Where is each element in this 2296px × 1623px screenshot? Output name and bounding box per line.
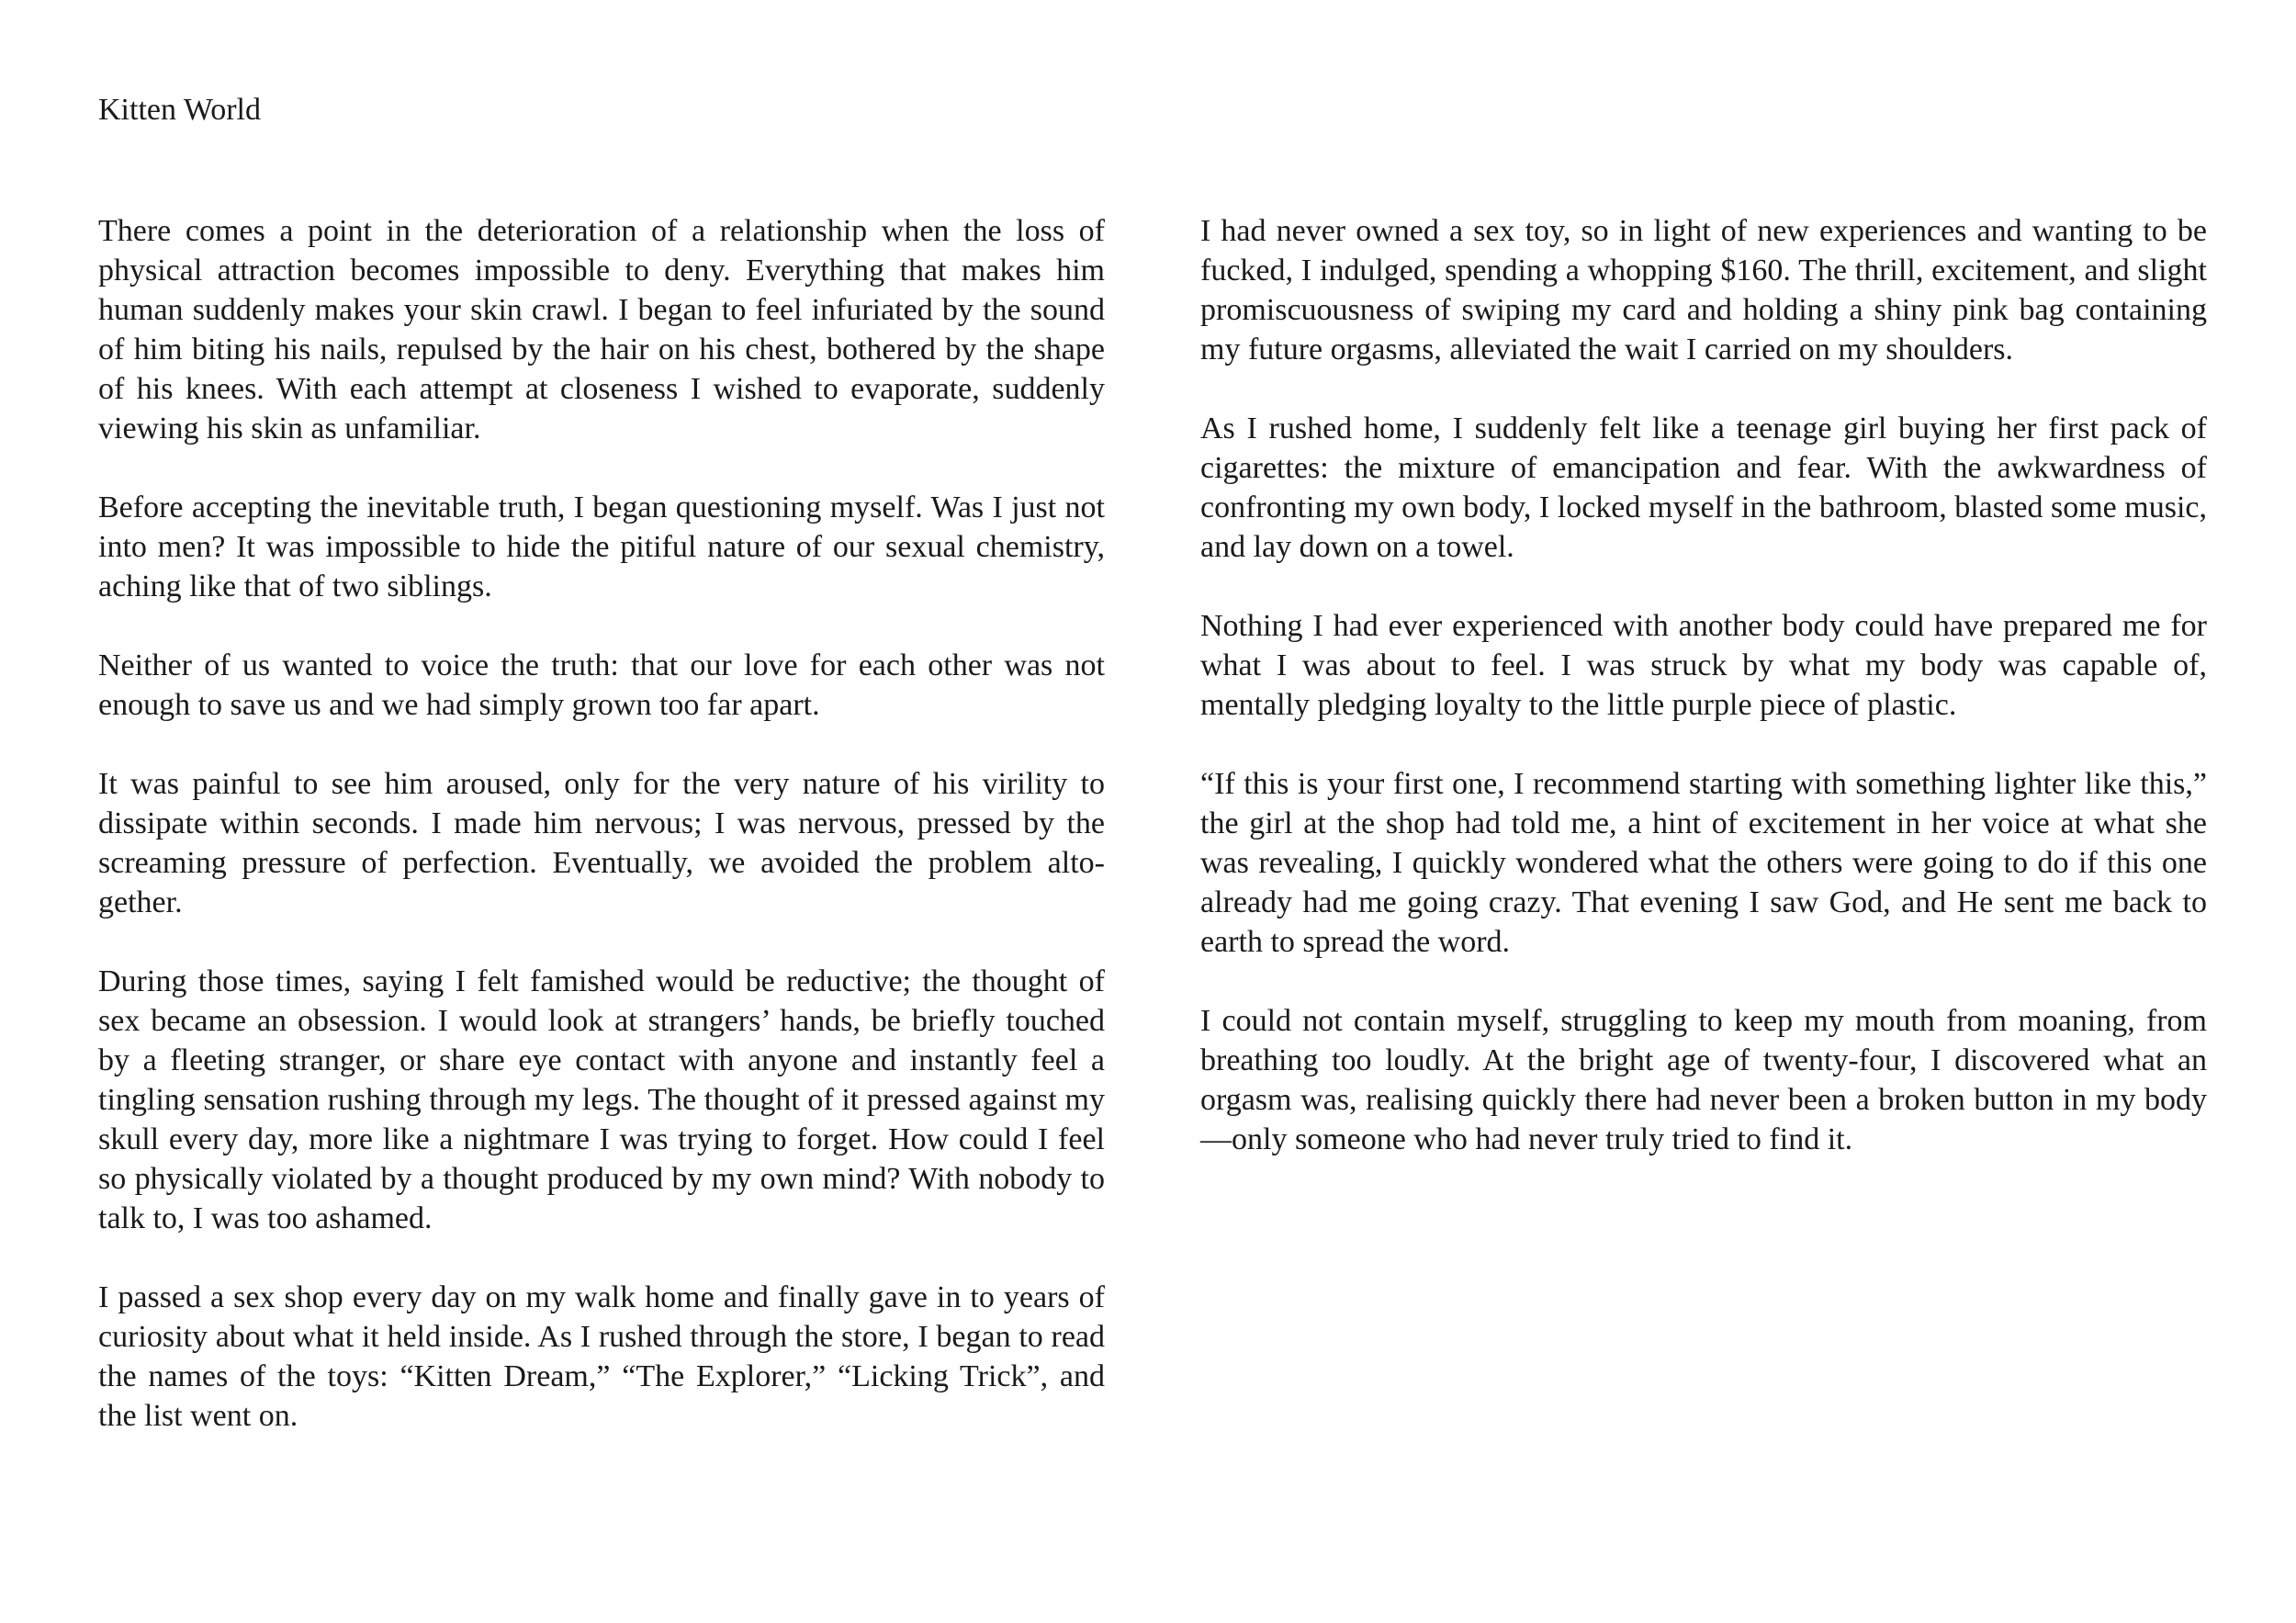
right-column <box>1200 211 2207 1159</box>
document-title: Kitten World <box>98 93 262 127</box>
paragraph: “If this is your first one, I recommend starting with something lighter like this,” the girl at the shop had told me, a hint of excitement in her voice at what she was revealing, I quickly wondered what the others were going to do if this one already had me going crazy. That evening I saw God, and He sent me back to earth to spread the word. <box>1200 767 2207 959</box>
paragraph: I had never owned a sex toy, so in light of new experiences and wanting to be fucked, I indulged, spending a whopping $160. The thrill, excitement, and slight promiscuousness of swiping my card and holding a shiny pink bag containing my future orgasms, alleviated the wait I carried on my shoulders. <box>1200 214 2207 366</box>
paragraph: Nothing I had ever experienced with another body could have prepared me for what I was about to feel. I was struck by what my body was capable of, mentally pledging loyalty to the little purple piece of plastic. <box>1200 609 2207 722</box>
paragraph: I could not contain myself, struggling to keep my mouth from moaning, from breathing too loudly. At the bright age of twenty-four, I discovered what an orgasm was, realising quickly there had never been a broken button in my body—only someone who had never truly tried to find it. <box>1200 1004 2207 1156</box>
paragraph: I passed a sex shop every day on my walk home and finally gave in to years of curiosity about what it held inside. As I rushed through the store, I began to read the names of the toys: “Kitten Dream,” “The Explorer,” “Licking Trick”, and the list went on. <box>98 1280 1105 1433</box>
paragraph: There comes a point in the deterioration of a relationship when the loss of physical attraction becomes impossible to deny. Everything that makes him human suddenly makes your skin crawl. I began to feel infuriated by the sound of him biting his nails, repulsed by the hair on his chest, bothered by the shape of his knees. With each attempt at closeness I wished to evaporate, suddenly viewing his skin as unfamiliar. <box>98 214 1105 445</box>
paragraph: Before accepting the inevitable truth, I began questioning myself. Was I just not into men? It was impossible to hide the pitiful nature of our sexual chemistry, aching like that of two siblings. <box>98 490 1105 603</box>
paragraph: Neither of us wanted to voice the truth: that our love for each other was not enough to save us and we had simply grown too far apart. <box>98 648 1105 722</box>
paragraph: It was painful to see him aroused, only for the very nature of his virility to dissipate within seconds. I made him nervous; I was nervous, pressed by the screaming pressure of perfection. Eventually, we avoided the problem altogether. <box>98 767 1105 919</box>
paragraph: As I rushed home, I suddenly felt like a teenage girl buying her first pack of cigarettes: the mixture of emancipation and fear. With the awkwardness of confronting my own body, I locked myself in the bathroom, blasted some music, and lay down on a towel. <box>1200 411 2207 564</box>
paragraph: During those times, saying I felt famished would be reductive; the thought of sex became an obsession. I would look at strangers’ hands, be briefly touched by a fleeting stranger, or share eye contact with anyone and instantly feel a tingling sensation rushing through my legs. The thought of it pressed against my skull every day, more like a nightmare I was trying to forget. How could I feel so physically violated by a thought produced by my own mind? With nobody to talk to, I was too ashamed. <box>98 964 1105 1235</box>
left-column <box>98 211 1105 1436</box>
